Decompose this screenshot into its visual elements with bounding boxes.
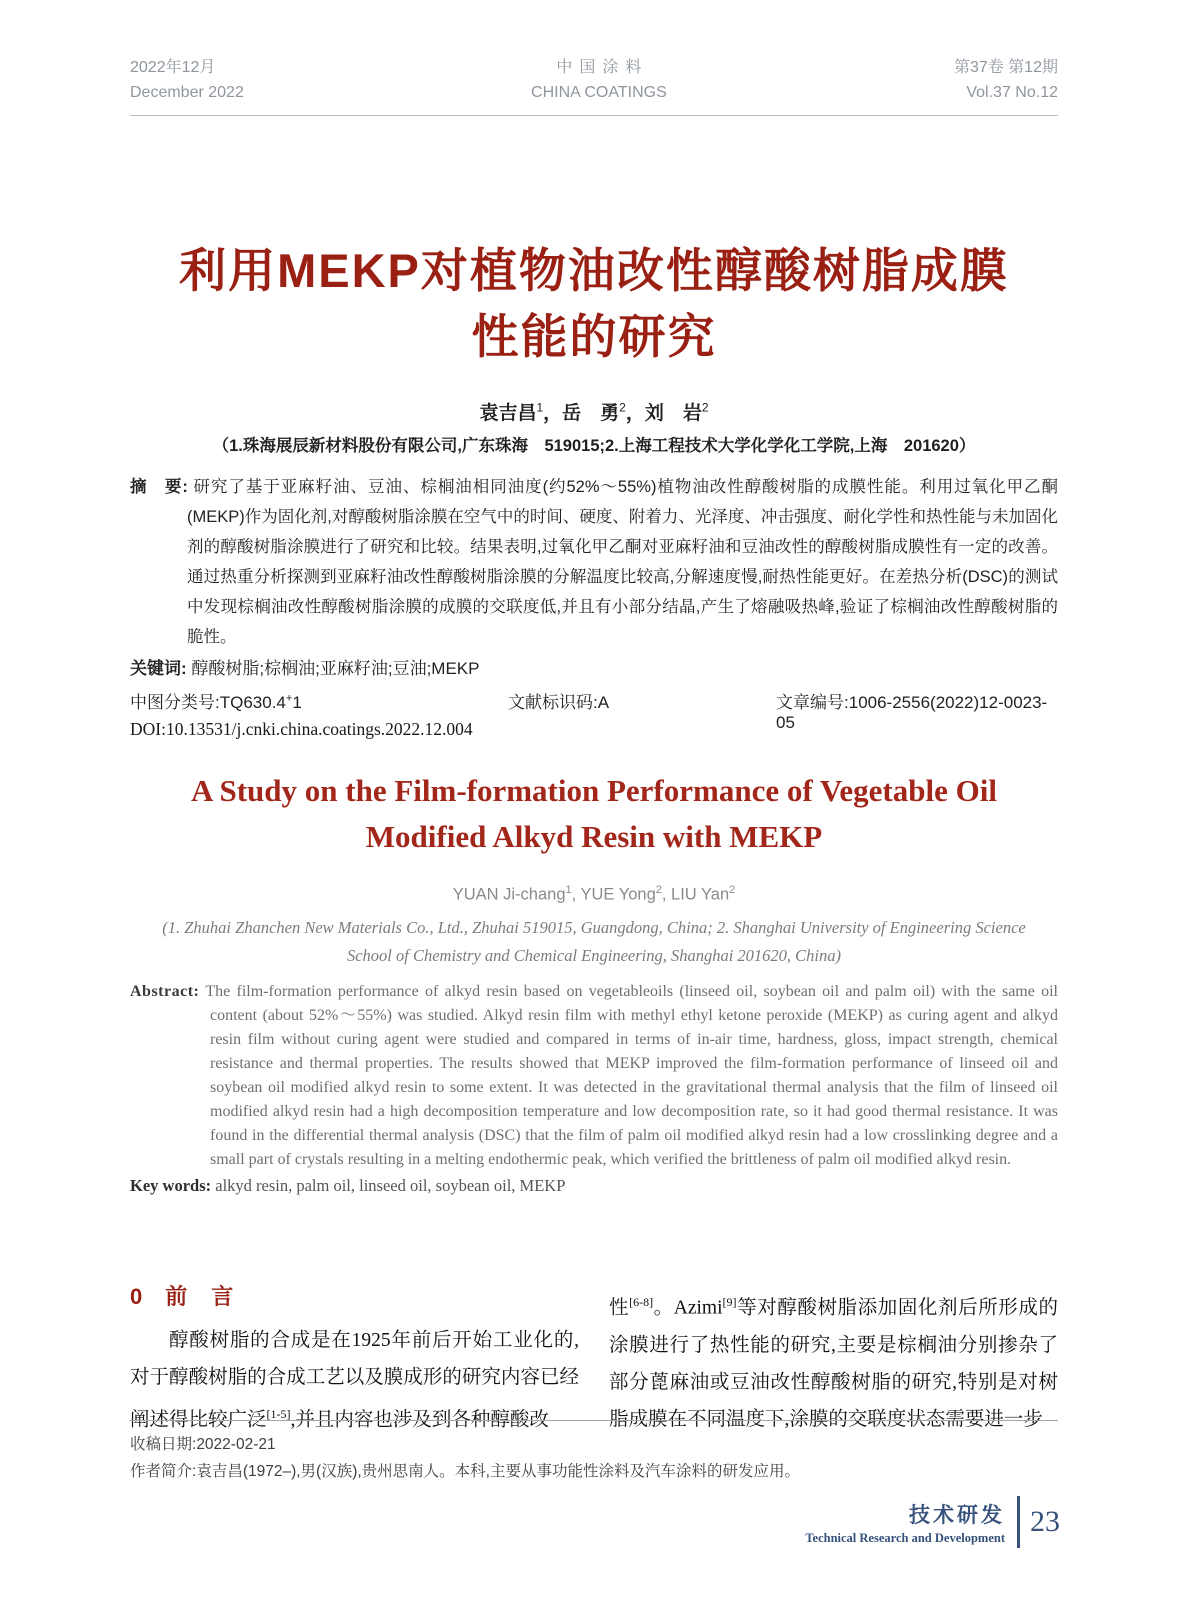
article-title-en-line2: Modified Alkyd Resin with MEKP xyxy=(365,819,823,854)
issue-date-cn: 2022年12月 xyxy=(130,59,216,76)
clc-label: 中图分类号: xyxy=(130,693,220,712)
article-title-cn-line2: 性能的研究 xyxy=(471,310,717,363)
keywords-cn-text: 醇酸树脂;棕榈油;亚麻籽油;豆油;MEKP xyxy=(191,659,480,678)
author-en-3: , LIU Yan xyxy=(661,885,730,904)
abstract-en-text: The film-formation performance of alkyd resin based on vegetableoils (linseed oil, soybean oil and palm oil) with the same oil content (about 52%～55%) was studied. Alkyd resin film with methyl ethyl ketone peroxide (MEKP) as curing agent and alkyd resin film without curing agent were studied and compared in terms of in-air time, hardness, gloss, impact strength, chemical resistance and thermal properties. The results showed that MEKP improved the film-formation performance of linseed oil and soybean oil modified alkyd resin to some extent. It was detected in the gravitational thermal analysis that the film of linseed oil modified alkyd resin had a high decomposition temperature and low decomposition rate, so it had good thermal resistance. It was found in the differential thermal analysis (DSC) that the film of palm oil modified alkyd resin had a low crosslinking degree and a small part of crystals resulting in a melting endothermic peak, which verified the brittleness of palm oil modified alkyd resin. xyxy=(205,983,1058,1168)
doi: DOI:10.13531/j.cnki.china.coatings.2022.12.004 xyxy=(130,719,473,739)
abstract-cn-label: 摘 要: xyxy=(130,478,188,496)
journal-name xyxy=(531,56,667,106)
author-en-3-affil-mark: 2 xyxy=(729,884,736,896)
section-heading xyxy=(130,1282,579,1312)
clc-tail: 1 xyxy=(292,693,302,712)
citation-ref-6-8: [6-8] xyxy=(629,1295,654,1309)
citation-ref-1-5: [1-5] xyxy=(266,1407,291,1421)
intro-left-column xyxy=(130,1282,579,1439)
volume-issue-en: Vol.37 No.12 xyxy=(966,83,1058,101)
received-date-value: 2022-02-21 xyxy=(196,1436,276,1453)
issue-date-en: December 2022 xyxy=(130,83,244,101)
intro-left-text-1: 醇酸树脂的合成是在1925年前后开始工业化的,对于醇酸树脂的合成工艺以及膜成形的研究内容已经阐述得比较广泛 xyxy=(130,1330,579,1431)
page-number: 23 xyxy=(1030,1505,1060,1538)
author-cn-2: ，岳 勇 xyxy=(543,403,620,424)
journal-header xyxy=(130,56,1058,116)
author-bio-label: 作者简介: xyxy=(130,1463,197,1481)
intro-right-text-2: 。Azimi xyxy=(653,1297,723,1319)
author-cn-3-affil-mark: 2 xyxy=(701,400,709,415)
intro-right-text-3: 等对醇酸树脂添加固化剂后所形成的涂膜进行了热性能的研究,主要是棕榈油分别掺杂了部分蓖麻油或豆油改性醇酸树脂的研究,特别是对树脂成膜在不同温度下,涂膜的交联度状态需要进一步 xyxy=(609,1297,1058,1430)
article-id-label: 文章编号: xyxy=(776,693,849,712)
document-code-value: A xyxy=(597,693,610,712)
authors-en xyxy=(130,884,1058,905)
article-title-en-line1: A Study on the Film-formation Performance of Vegetable Oil xyxy=(191,773,997,808)
introduction-section xyxy=(130,1282,1058,1439)
author-en-2: , YUE Yong xyxy=(571,885,656,904)
section-tab-text xyxy=(805,1499,1005,1546)
journal-name-cn: 中国涂料 xyxy=(556,59,649,76)
citation-ref-9: [9] xyxy=(722,1295,737,1309)
affiliation-cn: （1.珠海展辰新材料股份有限公司,广东珠海 519015;2.上海工程技术大学化学化工学院,上海 201620） xyxy=(212,437,976,455)
author-en-2-affil-mark: 2 xyxy=(655,884,662,896)
header-issue-date xyxy=(130,56,244,106)
intro-left-text-2: ,并且内容也涉及到各种醇酸改 xyxy=(290,1409,549,1431)
document-code-label: 文献标识码: xyxy=(508,693,598,712)
abstract-en xyxy=(130,980,1058,1172)
author-cn-1-affil-mark: 1 xyxy=(536,400,544,415)
author-bio-text: 袁吉昌(1972–),男(汉族),贵州思南人。本科,主要从事功能性涂料及汽车涂料的研发应用。 xyxy=(196,1463,800,1481)
author-cn-3: ，刘 岩 xyxy=(625,403,702,424)
section-tab-en: Technical Research and Development xyxy=(805,1530,1005,1545)
keywords-en-text: alkyd resin, palm oil, linseed oil, soybean oil, MEKP xyxy=(215,1176,566,1195)
author-bio-line xyxy=(130,1458,1058,1485)
keywords-cn-label: 关键词: xyxy=(130,659,187,678)
intro-paragraph-right xyxy=(609,1284,1058,1438)
section-page-tab xyxy=(805,1496,1060,1548)
footnote xyxy=(130,1420,1058,1485)
affiliation-en xyxy=(130,914,1058,970)
keywords-cn xyxy=(130,654,1058,679)
affiliation-en-line2: School of Chemistry and Chemical Engineering, Shanghai 201620, China) xyxy=(346,946,842,965)
abstract-en-label: Abstract: xyxy=(130,983,200,1000)
keywords-en-label: Key words: xyxy=(130,1176,212,1195)
clc-superscript: + xyxy=(285,692,293,705)
article-title-cn-line1: 利用MEKP对植物油改性醇酸树脂成膜 xyxy=(179,244,1009,297)
author-en-1: YUAN Ji-chang xyxy=(452,885,566,904)
author-en-1-affil-mark: 1 xyxy=(565,884,572,896)
section-tab-cn: 技术研发 xyxy=(909,1503,1005,1527)
section-number: 0 xyxy=(130,1284,144,1309)
authors-cn xyxy=(130,398,1058,425)
journal-name-en: CHINA COATINGS xyxy=(531,83,667,101)
received-date-line xyxy=(130,1431,1058,1458)
section-title: 前 言 xyxy=(165,1284,235,1309)
abstract-cn-text: 研究了基于亚麻籽油、豆油、棕榈油相同油度(约52%～55%)植物油改性醇酸树脂的成膜性能。利用过氧化甲乙酮(MEKP)作为固化剂,对醇酸树脂涂膜在空气中的时间、硬度、附着力、光泽度、冲击强度、耐化学性和热性能与未加固化剂的醇酸树脂涂膜进行了研究和比较。结果表明,过氧化甲乙酮对亚麻籽油和豆油改性的醇酸树脂成膜性有一定的改善。通过热重分析探测到亚麻籽油改性醇酸树脂涂膜的分解温度比较高,分解速度慢,耐热性能更好。在差热分析(DSC)的测试中发现棕榈油改性醇酸树脂涂膜的成膜的交联度低,并且有小部分结晶,产生了熔融吸热峰,验证了棕榈油改性醇酸树脂的脆性。 xyxy=(187,478,1058,646)
article-title-en xyxy=(130,768,1058,860)
affiliation-en-line1: (1. Zhuhai Zhanchen New Materials Co., Ltd., Zhuhai 519015, Guangdong, China; 2. Shanghai University of Engineering Science xyxy=(162,918,1026,937)
author-cn-2-affil-mark: 2 xyxy=(619,400,626,415)
volume-issue-cn: 第37卷 第12期 xyxy=(953,59,1058,76)
volume-issue xyxy=(954,56,1058,106)
article-title-cn xyxy=(130,238,1058,370)
section-tab-divider xyxy=(1017,1496,1020,1548)
author-cn-1: 袁吉昌 xyxy=(479,403,537,424)
keywords-en xyxy=(130,1176,1058,1196)
article-id-value: 1006-2556(2022)12-0023-05 xyxy=(776,693,1048,732)
received-date-label: 收稿日期: xyxy=(130,1436,197,1453)
intro-right-column xyxy=(609,1282,1058,1439)
clc-value: TQ630.4 xyxy=(219,693,286,712)
intro-right-text-1: 性 xyxy=(609,1297,630,1319)
abstract-cn xyxy=(130,472,1058,652)
